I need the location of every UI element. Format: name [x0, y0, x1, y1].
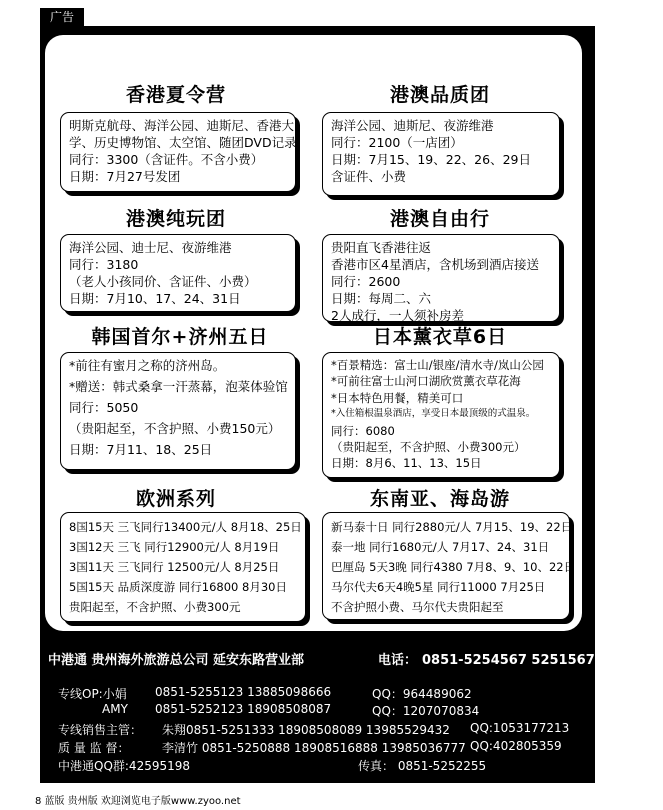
- korea-line: 日期：7月11、18、25日: [69, 442, 213, 457]
- europe-line: 贵阳起至，不含护照、小费300元: [69, 600, 241, 614]
- korea-line: *赠送：韩式桑拿一汗蒸幕，泡菜体验馆: [69, 379, 288, 394]
- europe-box: [60, 512, 306, 622]
- ad-tag: 广告: [40, 8, 84, 26]
- hk-summer-line: 日期：7月27号发团: [69, 169, 181, 184]
- japan-line: （贵阳起至，不含护照、小费300元）: [331, 440, 526, 455]
- hkmo-free-line: 贵阳直飞香港往返: [331, 240, 432, 255]
- hkmo-free-title: 港澳自由行: [389, 208, 490, 230]
- op-qq: QQ：964489062: [372, 687, 472, 701]
- hkmo-free-line: 2人成行，一人须补房差: [331, 308, 464, 323]
- hk-summer-line: 同行：3300（含证件。不含小费）: [69, 152, 264, 167]
- sea-line: 马尔代夫6天4晚5星 同行11000 7月25日: [331, 580, 546, 594]
- sea-title: 东南亚、海岛游: [369, 488, 510, 510]
- europe-title: 欧洲系列: [135, 488, 216, 510]
- hkmo-fun-line: 海洋公园、迪士尼、夜游维港: [69, 240, 232, 255]
- europe-line: 3国12天 三飞 同行12900元/人 8月19日: [69, 540, 280, 554]
- hkmo-free-line: 同行：2600: [331, 274, 401, 289]
- hkmo-free-line: 日期：每周二、六: [331, 291, 432, 306]
- japan-box: [322, 352, 560, 478]
- hk-summer-line: 明斯克航母、海洋公园、迪斯尼、香港大: [69, 118, 295, 133]
- quality-qq: QQ:402805359: [470, 739, 562, 753]
- hk-summer-line: 学、历史博物馆、太空馆、随团DVD记录: [69, 135, 297, 150]
- hkmo-free-box: [322, 234, 560, 322]
- sales-qq: QQ:1053177213: [470, 721, 570, 735]
- company-phones: 0851-5254567 5251567 5257567: [422, 653, 663, 668]
- company-name: 中港通 贵州海外旅游总公司 延安东路营业部: [48, 653, 305, 668]
- hkmo-quality-title: 港澳品质团: [389, 84, 490, 106]
- korea-line: （贵阳起至，不含护照、小费150元）: [69, 421, 281, 436]
- amy-qq: QQ：1207070834: [372, 704, 480, 718]
- korea-line: 同行：5050: [69, 400, 139, 415]
- europe-line: 8国15天 三飞同行13400元/人 8月18、25日: [69, 520, 302, 534]
- hkmo-quality-line: 日期：7月15、19、22、26、29日: [331, 152, 531, 167]
- sea-line: 泰一地 同行1680元/人 7月17、24、31日: [331, 540, 550, 554]
- amy-phone: 0851-5252123 18908508087: [155, 702, 332, 716]
- op-phone: 0851-5255123 13885098666: [155, 685, 332, 699]
- korea-title: 韩国首尔+济州五日: [91, 326, 269, 348]
- europe-line: 5国15天 品质深度游 同行16800 8月30日: [69, 580, 287, 594]
- page-footer: 8 蓝版 贵州版 欢迎浏览电子版www.zyoo.net: [35, 796, 241, 807]
- korea-line: *前往有蜜月之称的济州岛。: [69, 358, 226, 373]
- quality-contact: 李清竹 0851-5250888 18908516888 13985036777: [162, 741, 466, 755]
- fax: 传真： 0851-5252255: [358, 759, 487, 773]
- hk-summer-title: 香港夏令营: [125, 84, 226, 106]
- phone-label: 电话：: [378, 653, 418, 668]
- hkmo-quality-box: [322, 112, 560, 196]
- hk-summer-box: [60, 112, 296, 192]
- japan-line: *日本特色用餐，精美可口: [331, 390, 464, 405]
- europe-line: 3国11天 三飞同行 12500元/人 8月25日: [69, 560, 280, 574]
- hkmo-fun-line: 日期：7月10、17、24、31日: [69, 291, 241, 306]
- hkmo-quality-line: 含证件、小费: [331, 169, 407, 184]
- sales-contact: 朱翔0851-5251333 18908508089 13985529432: [162, 723, 450, 737]
- hkmo-free-line: 香港市区4星酒店，含机场到酒店接送: [331, 257, 539, 272]
- japan-title: 日本薰衣草6日: [372, 326, 508, 348]
- japan-line: *百景精选：富士山/银座/清水寺/岚山公园: [331, 358, 544, 372]
- sea-box: [322, 512, 576, 620]
- hkmo-fun-title: 港澳纯玩团: [125, 208, 226, 230]
- hkmo-fun-box: [60, 234, 296, 312]
- company-strip: [40, 648, 663, 674]
- hkmo-quality-line: 海洋公园、迪斯尼、夜游维港: [331, 118, 494, 133]
- sales-label: 专线销售主管：: [58, 723, 143, 737]
- japan-line: *可前往富士山河口湖欣赏薰衣草花海: [331, 374, 521, 389]
- hkmo-quality-line: 同行：2100（一店团）: [331, 135, 463, 150]
- hkmo-fun-line: （老人小孩同价、含证件、小费）: [69, 274, 257, 289]
- japan-line: 同行：6080: [331, 423, 395, 438]
- hkmo-fun-line: 同行：3180: [69, 257, 139, 272]
- quality-label: 质 量 监 督：: [58, 741, 130, 755]
- group-qq: 中港通QQ群:42595198: [58, 759, 191, 773]
- korea-box: [60, 352, 296, 470]
- amy-label: AMY: [102, 702, 128, 716]
- japan-line: *入住箱根温泉酒店，享受日本最顶级的式温泉。: [331, 408, 536, 420]
- op-label: 专线OP:小娟: [58, 687, 127, 701]
- sea-line: 不含护照小费、马尔代夫贵阳起至: [331, 600, 504, 614]
- sea-line: 巴厘岛 5天3晚 同行4380 7月8、9、10、22日: [331, 560, 576, 574]
- japan-line: 日期：8月6、11、13、15日: [331, 456, 482, 471]
- sea-line: 新马泰十日 同行2880元/人 7月15、19、22日: [331, 520, 573, 534]
